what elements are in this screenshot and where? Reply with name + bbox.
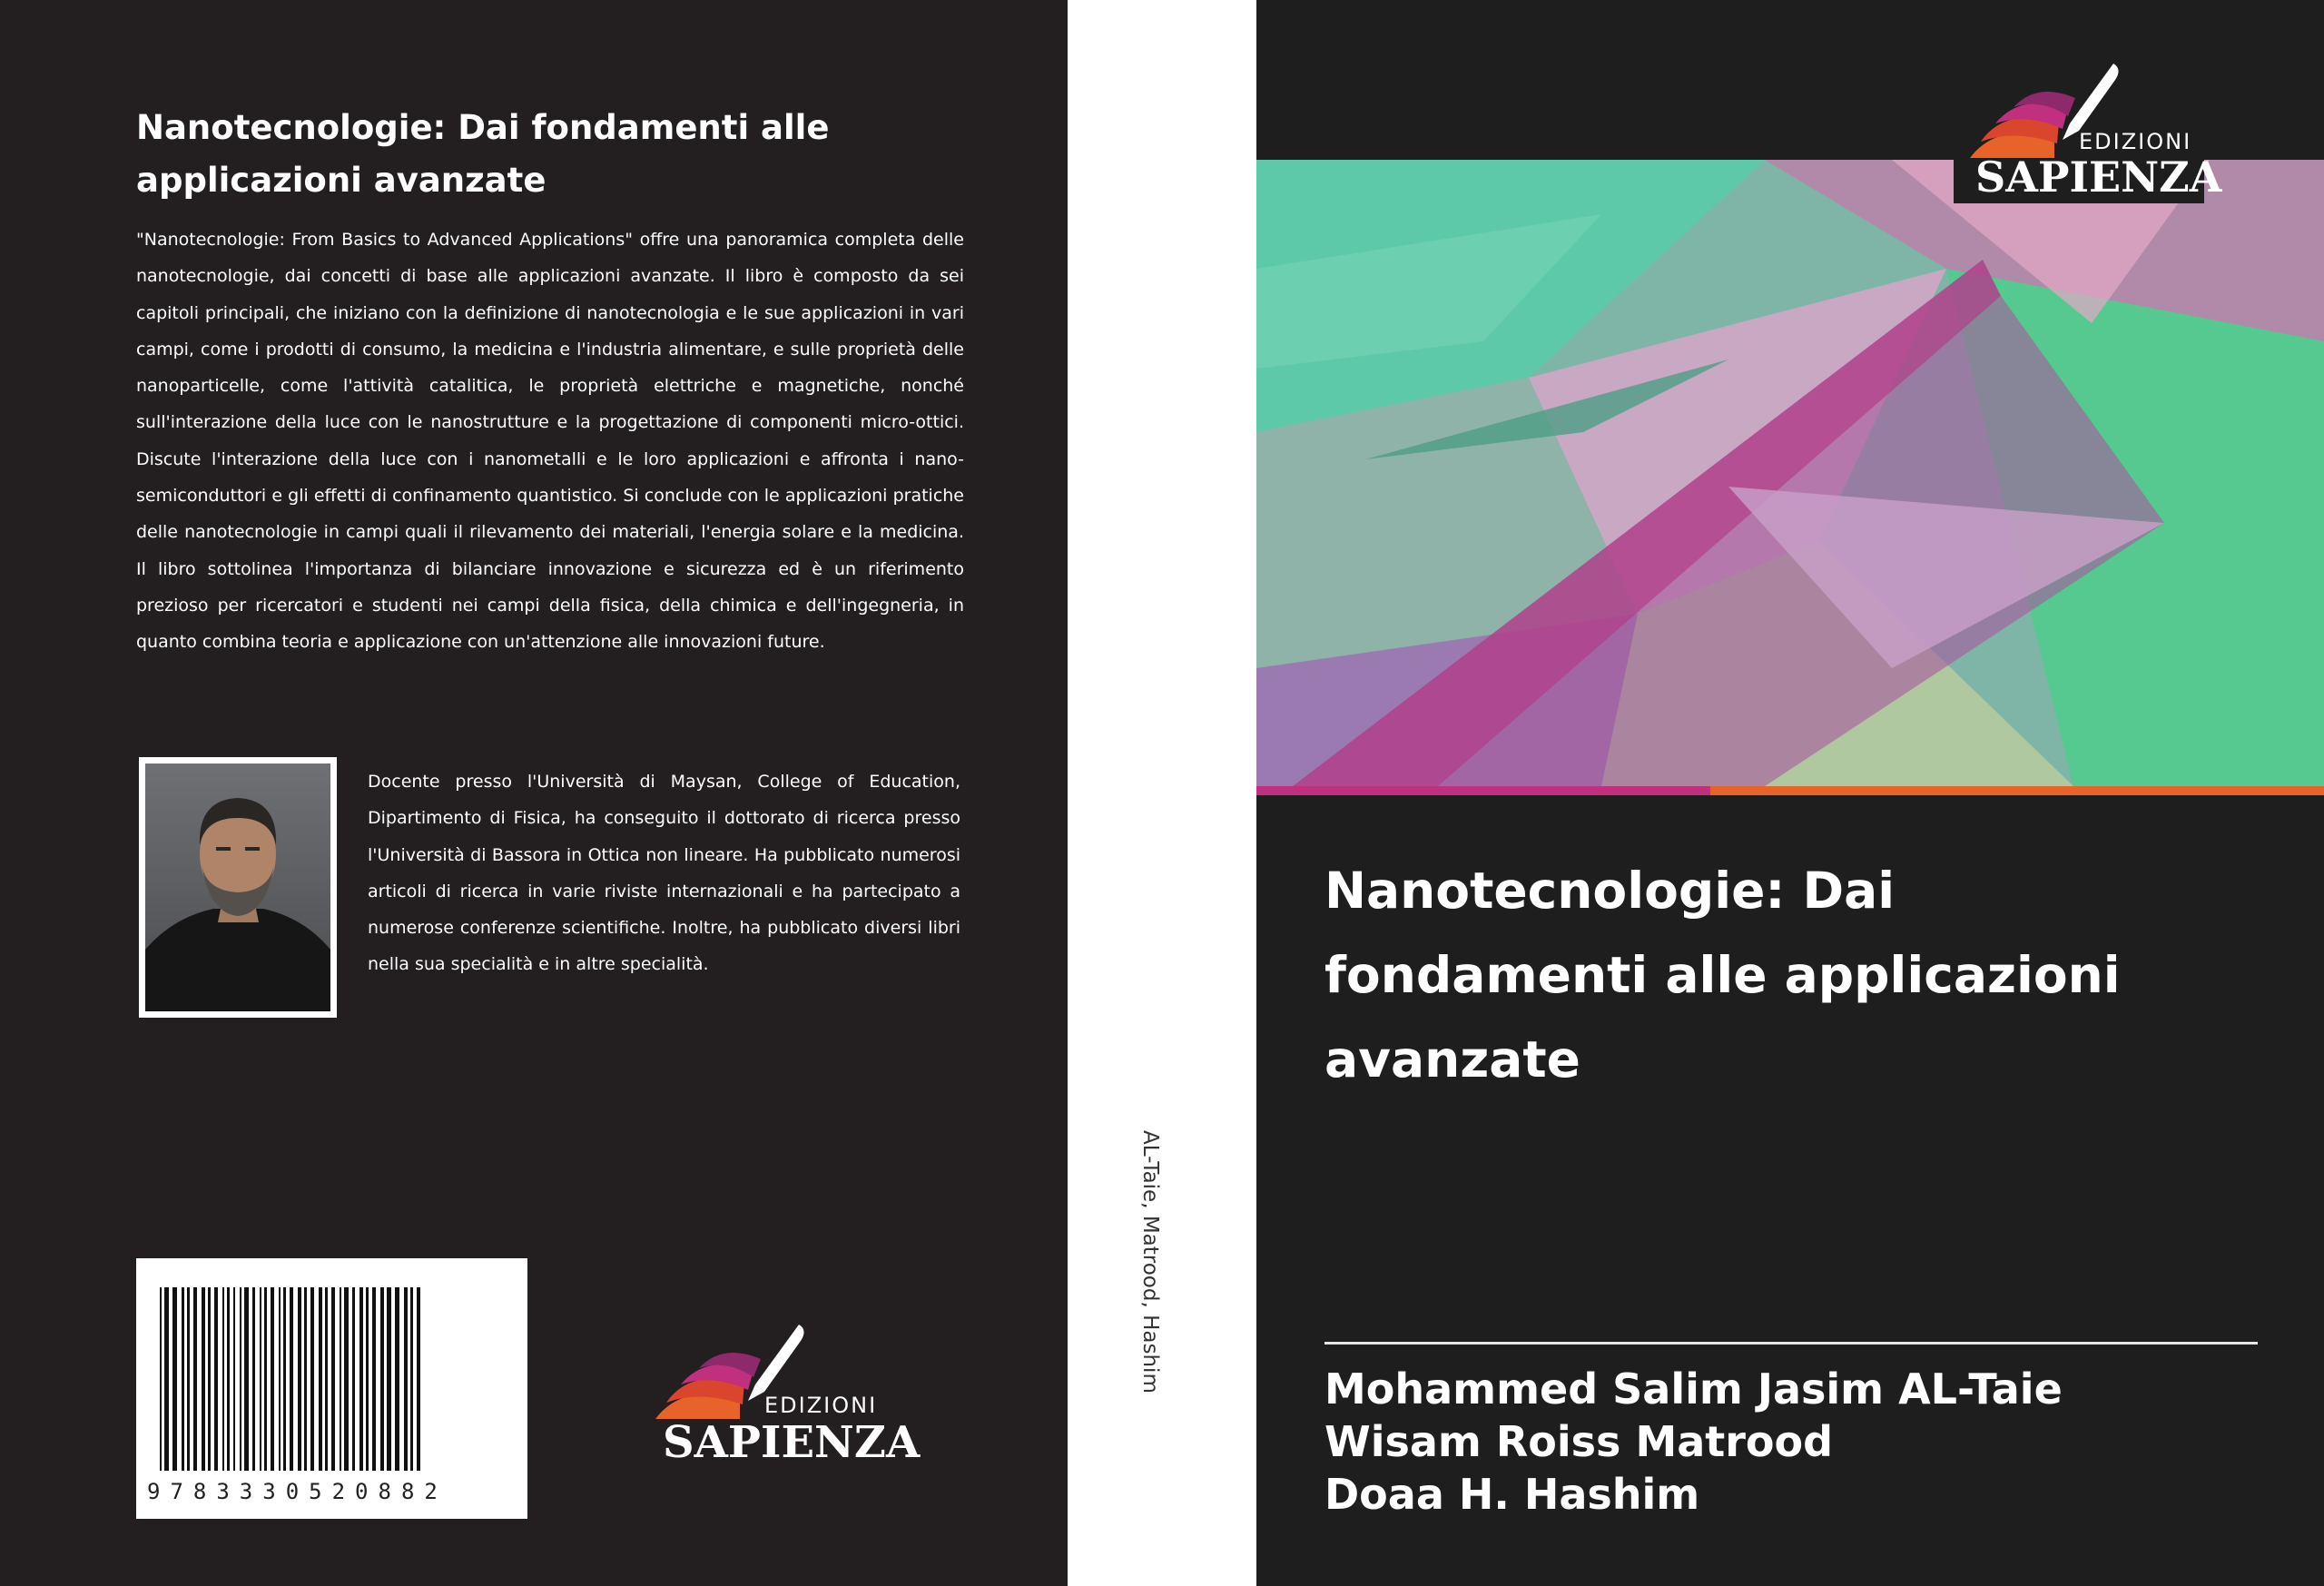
barcode-bar — [344, 1287, 349, 1471]
barcode-bar — [279, 1287, 281, 1471]
barcode-bar — [310, 1287, 314, 1471]
back-cover-title — [136, 102, 953, 207]
barcode-bar — [319, 1287, 322, 1471]
front-title-line-2: fondamenti alle applicazioni — [1324, 946, 2121, 1004]
front-title-line-3: avanzate — [1324, 1030, 1581, 1089]
publisher-logo-front — [1954, 56, 2222, 203]
author-name-3: Doaa H. Hashim — [1324, 1470, 1700, 1519]
author-divider — [1324, 1342, 2258, 1345]
barcode-number: 9783330520882 — [147, 1479, 448, 1504]
barcode-bar — [240, 1287, 241, 1471]
author-name-1: Mohammed Salim Jasim AL-Taie — [1324, 1364, 2063, 1414]
barcode-bar — [264, 1287, 267, 1471]
barcode-bar — [331, 1287, 335, 1471]
barcode-bar — [380, 1287, 384, 1471]
publisher-imprint: EDIZIONI — [2079, 129, 2192, 154]
publisher-name: SAPIENZA — [663, 1417, 921, 1468]
barcode-bar — [208, 1287, 211, 1471]
barcode-bar — [283, 1287, 286, 1471]
publisher-logo-back — [654, 1321, 921, 1468]
barcode-bar — [160, 1287, 162, 1471]
barcode-bar — [222, 1287, 224, 1471]
barcode-bar — [372, 1287, 376, 1471]
author-photo — [139, 757, 337, 1018]
barcode-bar — [187, 1287, 190, 1471]
barcode-bar — [233, 1287, 235, 1471]
barcode-bar — [182, 1287, 184, 1471]
barcode-bar — [202, 1287, 205, 1471]
author-bio: Docente presso l'Università di Maysan, College of Education, Dipartimento di Fisica, ha conseguito il dottorato di ricerca presso l'Università di Bassora in Ottica non lineare. Ha pubblicato numerosi articoli di ricerca in varie riviste internazionali e ha partecipato a numerose conferenze scientifiche. Inoltre, ha pubblicato diversi libri nella sua specialità e in altre specialità. — [368, 772, 960, 975]
barcode-bar — [298, 1287, 301, 1471]
barcode-bar — [304, 1287, 307, 1471]
author-list — [1324, 1363, 2063, 1521]
author-name-2: Wisam Roiss Matrood — [1324, 1417, 1834, 1466]
isbn-barcode — [136, 1258, 527, 1519]
cover-artwork — [1256, 160, 2324, 795]
book-description: "Nanotecnologie: From Basics to Advanced Applications" offre una panoramica completa delle nanotecnologie, dai concetti di base alle applicazioni avanzate. Il libro è composto da sei capitoli principali, che iniziano con la definizione di nanotecnologia e le sue applicazioni in vari campi, come i prodotti di consumo, la medicina e l'industria alimentare, e sulle proprietà delle nanoparticelle, come l'attività catalitica, le proprietà elettriche e magnetiche, nonché sull'interazione della luce con le nanostrutture e la progettazione di componenti micro-ottici. Discute l'interazione della luce con i nanometalli e le loro applicazioni e affronta i nano-semiconduttori e gli effetti di confinamento quantistico. Si conclude con le applicazioni pratiche delle nanotecnologie in campi quali il rilevamento dei materiali, l'energia solare e la medicina. Il libro sottolinea l'importanza di bilanciare innovazione e sicurezza ed è un riferimento prezioso per ricercatori e studenti nei campi della fisica, della chimica e dell'ingegneria, in quanto combina teoria e applicazione con un'attenzione alle innovazioni future. — [136, 230, 964, 653]
barcode-bar — [260, 1287, 261, 1471]
barcode-bar — [164, 1287, 169, 1471]
barcode-bar — [387, 1287, 391, 1471]
barcode-bar — [359, 1287, 363, 1471]
back-title-line-1: Nanotecnologie: Dai fondamenti alle — [136, 108, 830, 147]
front-cover-title — [1324, 849, 2232, 1102]
barcode-bar — [410, 1287, 413, 1471]
barcode-bar — [214, 1287, 218, 1471]
barcode-bar — [172, 1287, 177, 1471]
barcode-bar — [244, 1287, 249, 1471]
barcode-bar — [271, 1287, 274, 1471]
barcode-bar — [325, 1287, 328, 1471]
barcode-bar — [290, 1287, 293, 1471]
spine-authors: AL-Taie, Matrood, Hashim — [1138, 1130, 1162, 1394]
barcode-bar — [417, 1287, 420, 1471]
barcode-bar — [404, 1287, 408, 1471]
author-portrait-image — [145, 763, 330, 1011]
publisher-imprint: EDIZIONI — [764, 1393, 878, 1418]
front-title-line-1: Nanotecnologie: Dai — [1324, 862, 1896, 920]
barcode-bar — [352, 1287, 355, 1471]
barcode-bar — [227, 1287, 230, 1471]
barcode-bar — [193, 1287, 197, 1471]
book-spine — [1068, 0, 1256, 1586]
barcode-bars — [136, 1258, 527, 1476]
publisher-name: SAPIENZA — [1975, 153, 2222, 202]
barcode-bar — [340, 1287, 341, 1471]
barcode-bar — [395, 1287, 399, 1471]
barcode-bar — [252, 1287, 255, 1471]
barcode-bar — [366, 1287, 369, 1471]
back-title-line-2: applicazioni avanzate — [136, 161, 547, 200]
